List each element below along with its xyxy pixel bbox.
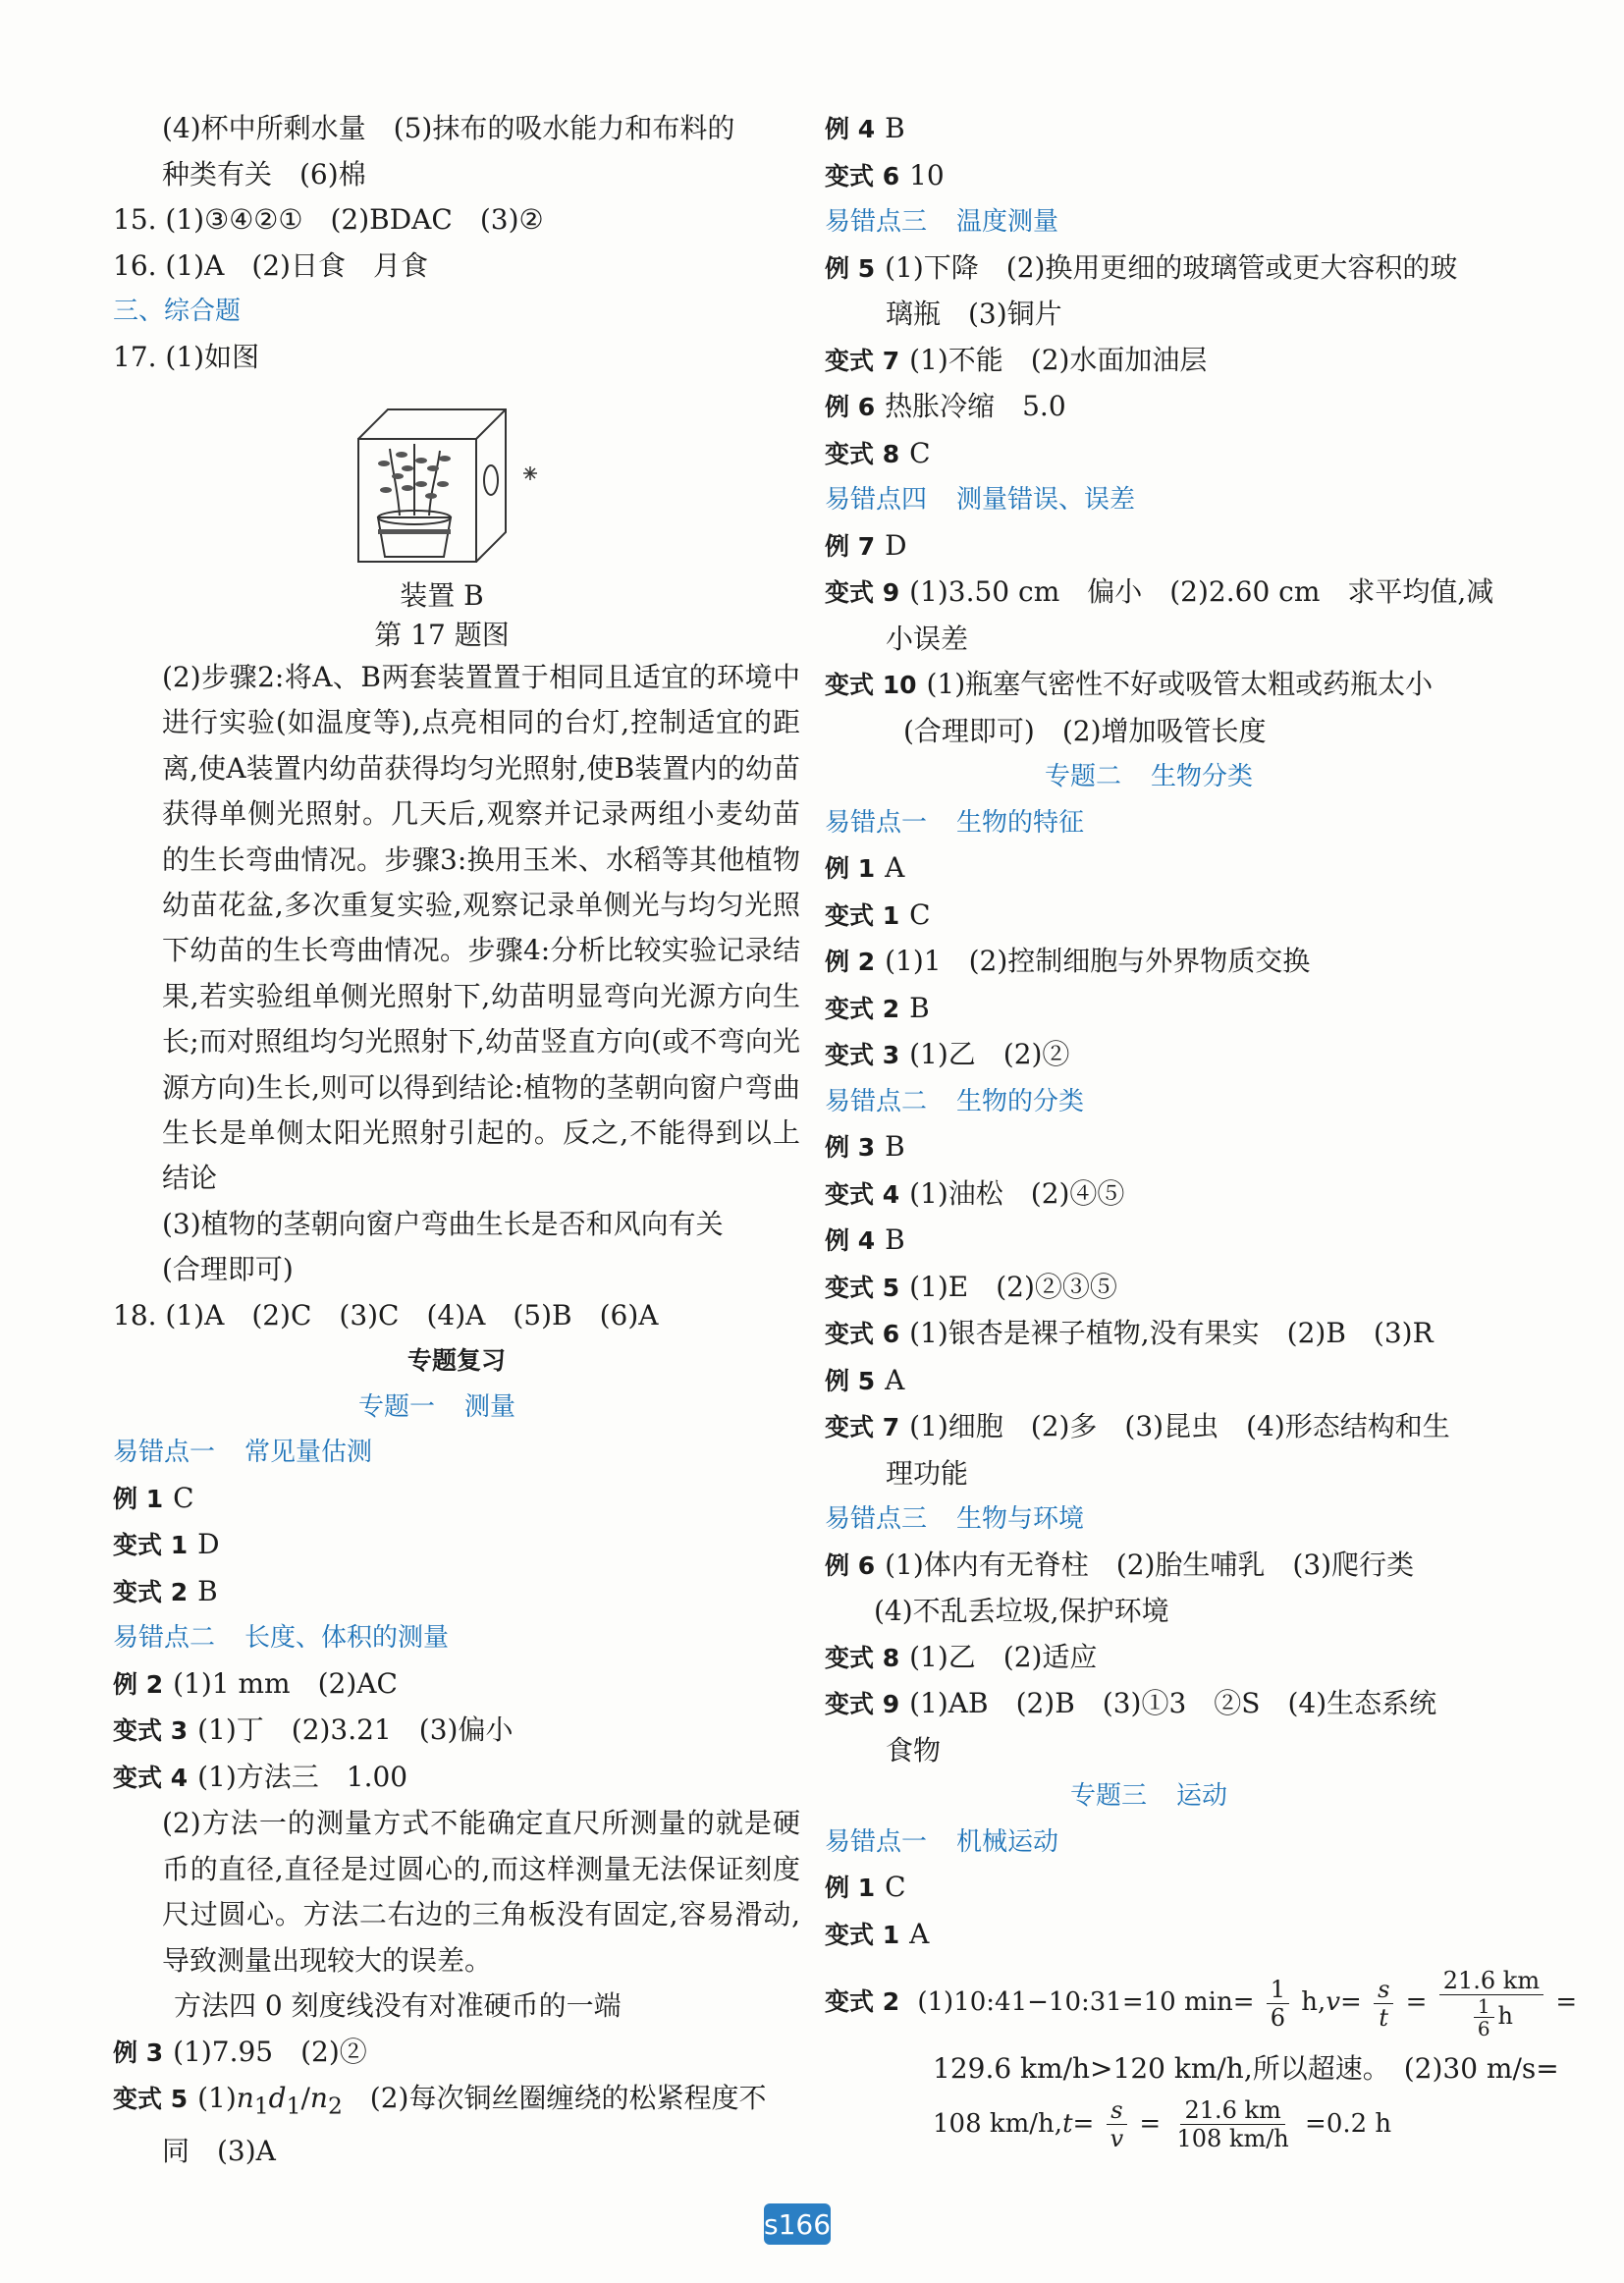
- fraction: $\frac{1}{6}$: [1267, 1976, 1289, 2032]
- answer-line: 璃瓶 (3)铜片: [886, 298, 1062, 330]
- answer-line: 变式 6 (1)银杏是裸子植物,没有果实 (2)B (3)R: [825, 1317, 1434, 1349]
- answer-line: 变式 6 10: [825, 158, 945, 191]
- answer-line: (合理即可): [162, 1253, 294, 1286]
- answer-line: (合理即可) (2)增加吸管长度: [903, 714, 1267, 747]
- answer-line: 例 1 C: [825, 1871, 906, 1903]
- figure-caption: 第 17 题图: [374, 619, 510, 651]
- answer-line: 18. (1)A (2)C (3)C (4)A (5)B (6)A: [113, 1298, 659, 1332]
- left-column: [113, 106, 800, 2175]
- answer-line: 变式 3 (1)丁 (2)3.21 (3)偏小: [113, 1713, 514, 1747]
- device-b-figure: [113, 380, 800, 576]
- answer-line: 变式 5 $(1)n_1d_1/n_2$ (2)每次铜丝圈缠绕的松紧程度不: [113, 2082, 767, 2120]
- answer-line: 变式 9 (1)AB (2)B (3)①3 ②S (4)生态系统: [825, 1687, 1437, 1719]
- review-title: 专题复习: [406, 1346, 506, 1376]
- answer-line: 例 6 热胀冷缩 5.0: [825, 390, 1066, 422]
- pitfall-heading: 易错点一 常见量估测: [113, 1438, 373, 1468]
- answer-line: (3)植物的茎朝向窗户弯曲生长是否和风向有关: [162, 1207, 724, 1240]
- answer-line: 理功能: [886, 1456, 969, 1490]
- answer-line: 例 3 B: [825, 1130, 905, 1163]
- section-heading: 三、综合题: [113, 297, 242, 326]
- answer-paragraph: (2)步骤2:将A、B两套装置置于相同且适宜的环境中进行实验(如温度等),点亮相同的台灯,控制适宜的距离,使A装置内幼苗获得均匀光照射,使B装置内的幼苗获得单侧光照射。几天后,观察并记录两组小麦幼苗的生长弯曲情况。步骤3:换用玉米、水稻等其他植物幼苗花盆,多次重复实验,观察记录单侧光与均匀光照下幼苗的生长弯曲情况。步骤4:分析比较实验记录结果,若实验组单侧光照射下,幼苗明显弯向光源方向生长;而对照组均匀光照射下,幼苗竖直方向(或不弯向光源方向)生长,则可以得到结论:植物的茎朝向窗户弯曲生长是单侧太阳光照射引起的。反之,不能得到以上结论: [162, 661, 800, 1195]
- answer-line: 变式 7 (1)细胞 (2)多 (3)昆虫 (4)形态结构和生: [825, 1410, 1450, 1442]
- topic-heading: 专题三 运动: [1069, 1781, 1228, 1811]
- fraction: $\frac{s}{v}$: [1107, 2096, 1128, 2152]
- answer-line: (4)不乱丢垃圾,保护环境: [874, 1595, 1169, 1627]
- answer-line: 17. (1)如图: [113, 340, 260, 373]
- answer-line: 变式 1 A: [825, 1917, 930, 1950]
- answer-line: 变式 10 (1)瓶塞气密性不好或吸管太粗或药瓶太小: [825, 668, 1434, 700]
- answer-line: 同 (3)A: [162, 2135, 276, 2168]
- answer-line: 例 3 (1)7.95 (2)②: [113, 2035, 367, 2068]
- answer-line: 变式 2 B: [113, 1574, 218, 1607]
- right-column: [825, 106, 1578, 2155]
- answer-line: 例 2 (1)1 mm (2)AC: [113, 1666, 398, 1700]
- answer-line: 变式 3 (1)乙 (2)②: [825, 1038, 1070, 1070]
- topic-heading: 专题二 生物分类: [1044, 762, 1254, 791]
- answer-line: 变式 4 (1)油松 (2)④⑤: [825, 1176, 1125, 1210]
- answer-line: 变式 1 D: [113, 1528, 220, 1561]
- answer-line: 变式 9 (1)3.50 cm 偏小 (2)2.60 cm 求平均值,减: [825, 575, 1494, 608]
- pitfall-heading: 易错点二 生物的分类: [825, 1086, 1085, 1116]
- answer-line: 15. (1)③④②① (2)BDAC (3)②: [113, 203, 544, 236]
- plant-box-illustration: [349, 390, 545, 576]
- answer-line: 例 5 (1)下降 (2)换用更细的玻璃管或更大容积的玻: [825, 250, 1458, 284]
- answer-line: 例 5 A: [825, 1363, 905, 1396]
- answer-line: 变式 5 (1)E (2)②③⑤: [825, 1270, 1117, 1303]
- answer-line: 129.6 km/h>120 km/h,所以超速。 (2)30 m/s=: [933, 2052, 1559, 2085]
- answer-line: 变式 1 C: [825, 897, 931, 931]
- answer-line: 例 2 (1)1 (2)控制细胞与外界物质交换: [825, 945, 1311, 977]
- answer-line: 小误差: [886, 622, 969, 655]
- answer-line: 例 1 A: [825, 851, 905, 884]
- answer-line: 变式 7 (1)不能 (2)水面加油层: [825, 343, 1208, 376]
- answer-line: 变式 4 (1)方法三 1.00: [113, 1760, 408, 1793]
- light-source-icon: [523, 466, 537, 480]
- pitfall-heading: 易错点四 测量错误、误差: [825, 485, 1136, 515]
- pitfall-heading: 易错点三 温度测量: [825, 207, 1059, 237]
- pitfall-heading: 易错点一 生物的特征: [825, 807, 1085, 838]
- answer-paragraph: (2)方法一的测量方式不能确定直尺所测量的就是硬币的直径,直径是过圆心的,而这样测量无法保证刻度尺过圆心。方法二右边的三角板没有固定,容易滑动,导致测量出现较大的误差。: [162, 1807, 800, 1977]
- fraction: $\frac{21.6 km}{108 km/h}$: [1176, 2096, 1289, 2152]
- answer-line: 例 6 (1)体内有无脊柱 (2)胎生哺乳 (3)爬行类: [825, 1548, 1415, 1581]
- answer-line: (4)杯中所剩水量 (5)抹布的吸水能力和布料的: [162, 112, 735, 144]
- fraction: 21.6 km $\frac{1}{6}$ h: [1439, 1967, 1543, 2039]
- pitfall-heading: 易错点三 生物与环境: [825, 1504, 1085, 1534]
- answer-line: 16. (1)A (2)日食 月食: [113, 248, 428, 282]
- answer-line: 变式 2 B: [825, 991, 930, 1024]
- answer-line: 例 1 C: [113, 1481, 194, 1514]
- answer-line: 变式 8 (1)乙 (2)适应: [825, 1640, 1098, 1673]
- answer-line: 方法四 0 刻度线没有对准硬币的一端: [174, 1989, 622, 2022]
- pitfall-heading: 易错点二 长度、体积的测量: [113, 1623, 450, 1654]
- topic-heading: 专题一 测量: [357, 1391, 516, 1422]
- figure-label: 装置 B: [400, 579, 484, 612]
- page-number-badge: s166: [764, 2203, 831, 2245]
- answer-line: 变式 8 C: [825, 436, 931, 469]
- answer-line: 例 4 B: [825, 1223, 905, 1256]
- pitfall-heading: 易错点一 机械运动: [825, 1826, 1059, 1857]
- answer-line: 食物: [886, 1733, 942, 1767]
- fraction: $\frac{s}{t}$: [1374, 1976, 1393, 2032]
- formula-line: 108 km/h,t= $\frac{s}{v}$ = $\frac{21.6 km}{108 km/h}$ =0.2 h: [933, 2096, 1392, 2152]
- formula-line: 变式 2 (1)10:41−10:31=10 min= $\frac{1}{6}$ h,v= $\frac{s}{t}$ = 21.6 km $\frac{1}{6}$ h =: [825, 1967, 1578, 2040]
- answer-line: 例 7 D: [825, 528, 907, 562]
- answer-line: 种类有关 (6)棉: [162, 157, 366, 190]
- answer-line: 例 4 B: [825, 112, 905, 144]
